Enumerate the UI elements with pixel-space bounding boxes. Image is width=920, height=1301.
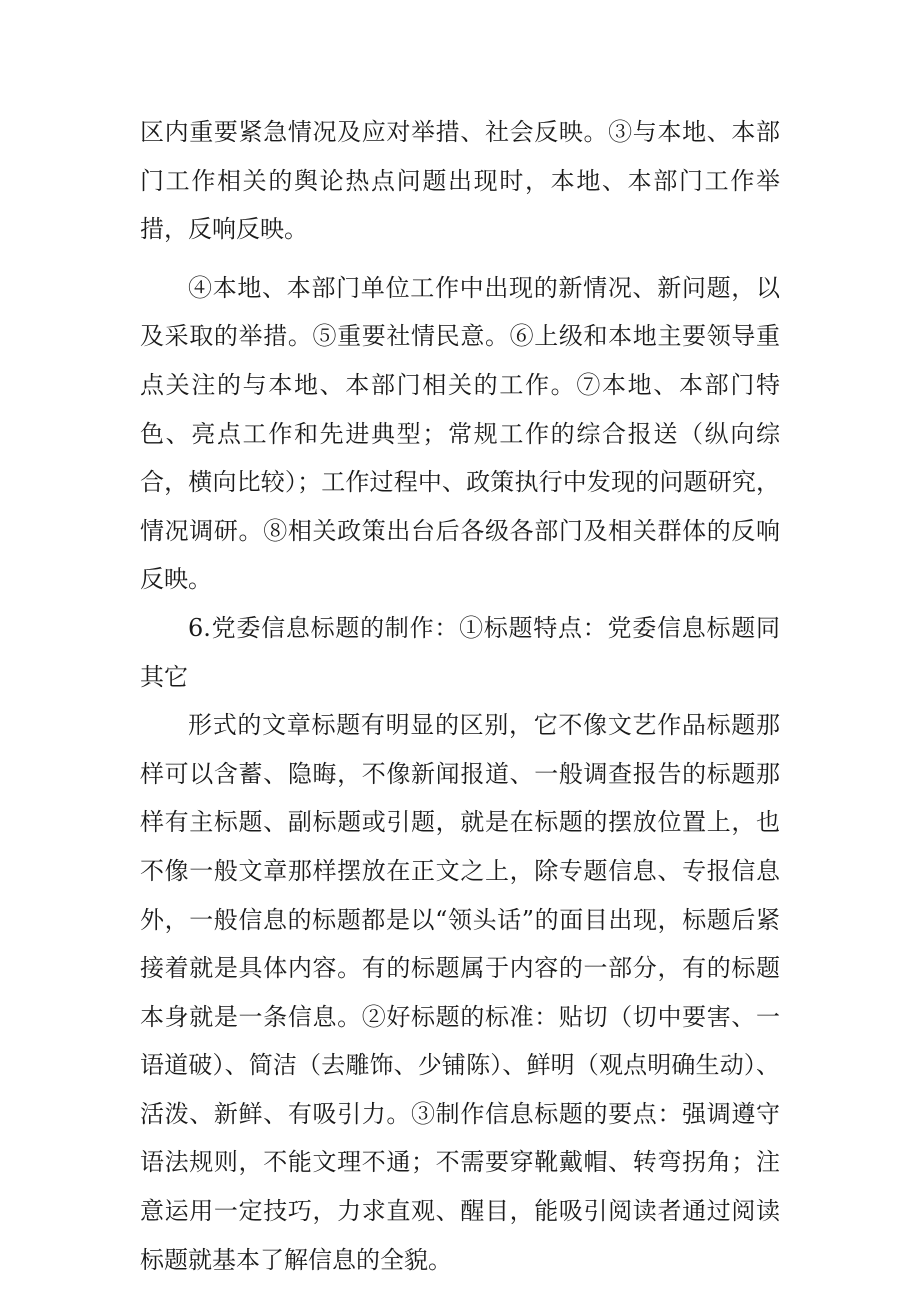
paragraph-title-characteristics: 形式的文章标题有明显的区别，它不像文艺作品标题那样可以含蓄、隐晦，不像新闻报道、一般调查报告的标题那样有主标题、副标题或引题，就是在标题的摆放位置上，也不像一般文章那样摆放在正文之上，除专题信息、专报信息外，一般信息的标题都是以“领头话”的面目出现，标题后紧接着就是具体内容。有的标题属于内容的一部分，有的标题本身就是一条信息。②好标题的标准：贴切（切中要害、一语道破）、简洁（去雕饰、少铺陈）、鲜明（观点明确生动）、活泼、新鲜、有吸引力。③制作信息标题的要点：强调遵守语法规则，不能文理不通；不需要穿靴戴帽、转弯拐角；注意运用一定技巧，力求直观、醒目，能吸引阅读者通过阅读标题就基本了解信息的全貌。 [140,711,780,1274]
document-body [140,108,780,1284]
paragraph-section-6-heading: 6.党委信息标题的制作：①标题特点：党委信息标题同其它 [140,613,780,691]
paragraph-items-4-8: ④本地、本部门单位工作中出现的新情况、新问题，以及采取的举措。⑤重要社情民意。⑥上级和本地主要领导重点关注的与本地、本部门相关的工作。⑦本地、本部门特色、亮点工作和先进典型；常规工作的综合报送（纵向综合，横向比较）；工作过程中、政策执行中发现的问题研究，情况调研。⑧相关政策出台后各级各部门及相关群体的反响反映。 [140,273,780,594]
paragraph-continuation: 区内重要紧急情况及应对举措、社会反映。③与本地、本部门工作相关的舆论热点问题出现时，本地、本部门工作举措，反响反映。 [140,118,780,244]
